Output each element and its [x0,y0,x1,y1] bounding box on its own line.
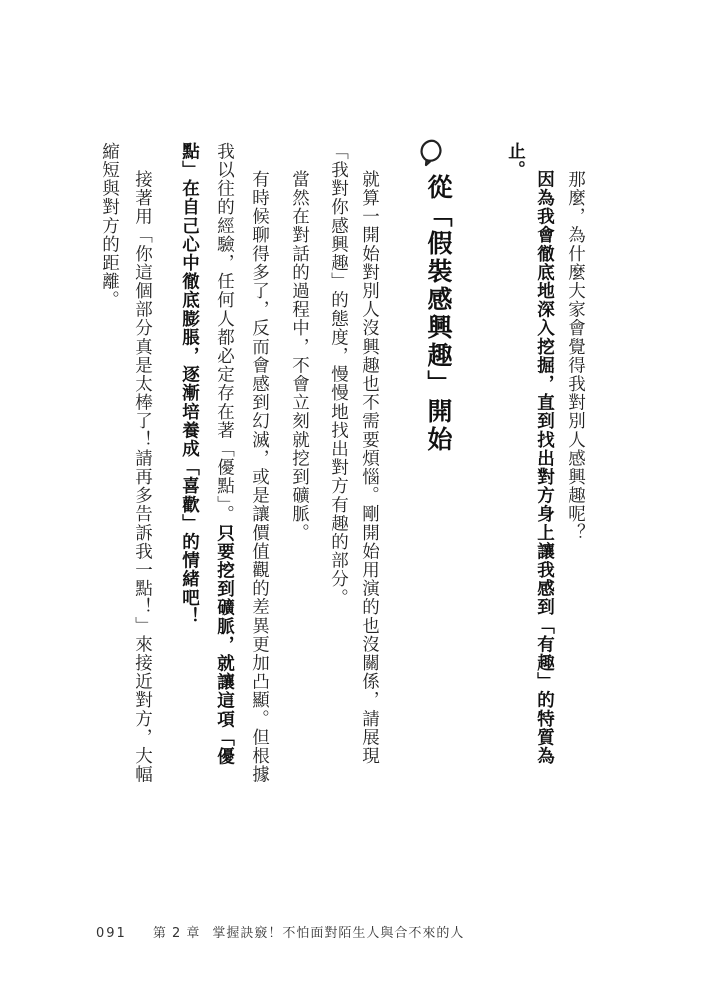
para-bold-answer-1 [535,170,553,765]
body-text: 就算一開始對別人沒興趣也不需要煩惱。剛開始用演的也沒關係，請展現 [359,170,380,766]
bold-text: 只要挖到礦脈，就讓這項「優 [214,523,235,766]
body-text: 接著用「你這個部分真是太棒了！請再多告訴我一點！」來接近對方，大幅 [132,170,153,784]
speech-bubble-icon [419,138,449,168]
body-text: 有時候聊得多了，反而會感到幻滅，或是讓價值觀的差異更加凸顯。但根據 [249,170,270,784]
para-body-6 [180,142,198,626]
para-body-2 [329,142,347,607]
page-number: 091 [96,926,127,941]
para-intro-question [566,170,584,542]
para-bold-answer-2 [506,142,524,179]
para-body-7 [133,170,151,784]
body-text: 縮短與對方的距離。 [99,142,120,310]
para-body-3 [290,170,308,542]
body-text: 「我對你感興趣」的態度，慢慢地找出對方有趣的部分。 [328,142,349,607]
para-body-1 [360,170,378,765]
bold-text: 因為我會徹底地深入挖掘，直到找出對方身上讓我感到「有趣」的特質為 [534,170,555,766]
section-heading: 從「假裝感興趣」開始 [424,174,453,454]
chapter-number: 第 2 章 [152,926,201,941]
page-footer [96,922,464,941]
body-text: 那麼，為什麼大家會覺得我對別人感興趣呢？ [565,170,586,542]
body-text: 當然在對話的過程中，不會立刻就挖到礦脈。 [289,170,310,542]
para-body-4 [250,170,268,784]
body-text: 我以往的經驗，任何人都必定存在著「優點」。 [214,142,235,524]
para-body-5 [215,142,233,766]
bold-text: 止。 [505,142,526,180]
chapter-title: 掌握訣竅！不怕面對陌生人與合不來的人 [212,926,465,941]
para-body-8 [100,142,118,309]
bold-text: 點」在自己心中徹底膨脹，逐漸培養成「喜歡」的情緒吧！ [179,142,200,626]
